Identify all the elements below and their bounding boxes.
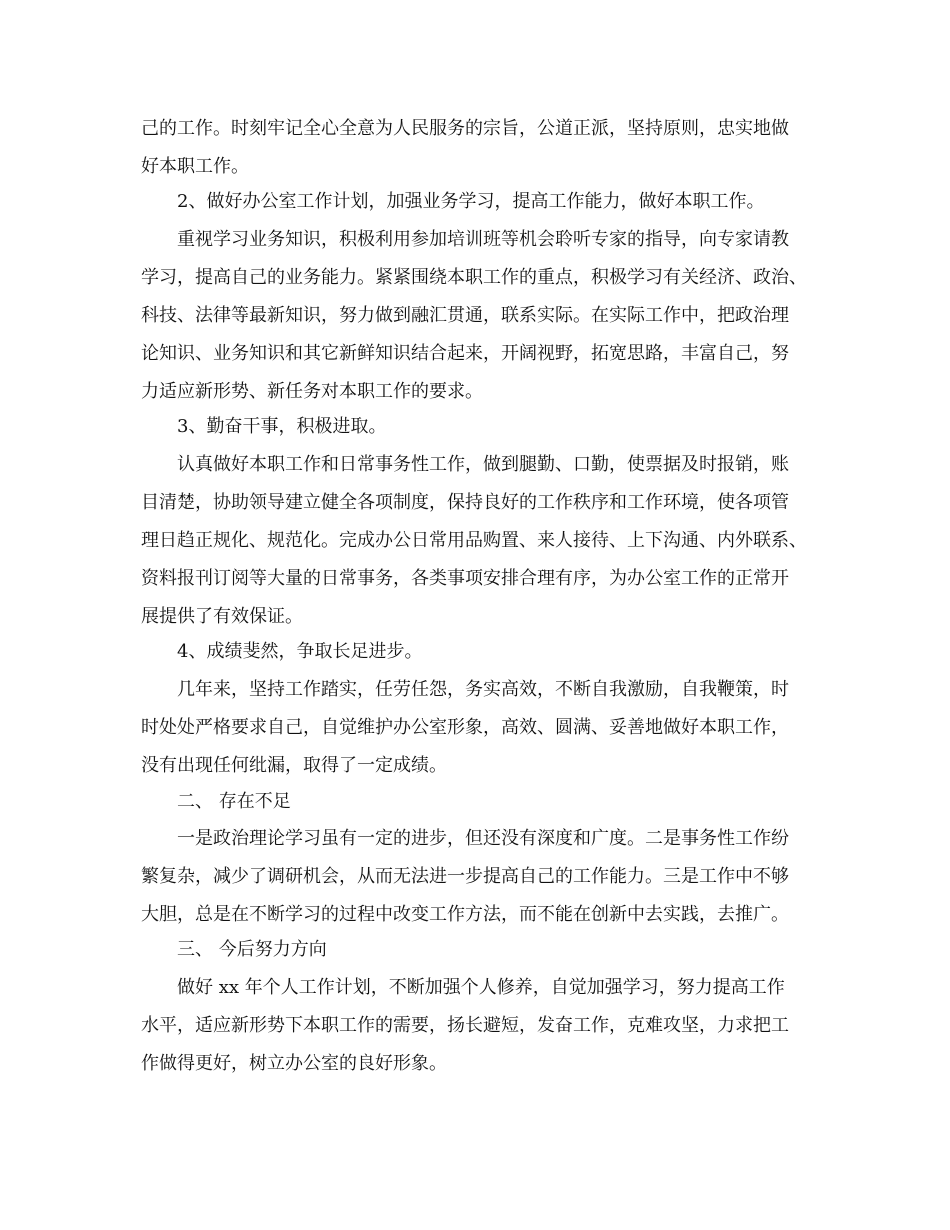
section-heading: 4、成绩斐然，争取长足进步。 xyxy=(177,641,423,662)
text-line: 资料报刊订阅等大量的日常事务，各类事项安排合理有序，为办公室工作的正常开 xyxy=(141,568,789,589)
text-line: 学习，提高自己的业务能力。紧紧围绕本职工作的重点，积极学习有关经济、政治、 xyxy=(141,267,807,288)
text-line: 论知识、业务知识和其它新鲜知识结合起来，开阔视野，拓宽思路，丰富自己，努 xyxy=(141,343,789,364)
text-line: 展提供了有效保证。 xyxy=(141,606,303,627)
text-line: 做好 xx 年个人工作计划，不断加强个人修养，自觉加强学习，努力提高工作 xyxy=(177,977,785,998)
text-line: 认真做好本职工作和日常事务性工作，做到腿勤、口勤，使票据及时报销，账 xyxy=(177,454,789,475)
text-line: 几年来，坚持工作踏实，任劳任怨，务实高效，不断自我激励，自我鞭策，时 xyxy=(177,679,789,700)
text-line: 一是政治理论学习虽有一定的进步，但还没有深度和广度。二是事务性工作纷 xyxy=(177,828,789,849)
section-heading: 2、做好办公室工作计划，加强业务学习，提高工作能力，做好本职工作。 xyxy=(177,191,765,212)
text-line: 科技、法律等最新知识，努力做到融汇贯通，联系实际。在实际工作中，把政治理 xyxy=(141,305,789,326)
text-line: 没有出现任何纰漏，取得了一定成绩。 xyxy=(141,755,447,776)
text-line: 目清楚，协助领导建立健全各项制度，保持良好的工作秩序和工作环境，使各项管 xyxy=(141,492,789,513)
text-line: 力适应新形势、新任务对本职工作的要求。 xyxy=(141,381,483,402)
text-line: 时处处严格要求自己，自觉维护办公室形象，高效、圆满、妥善地做好本职工作， xyxy=(141,717,789,738)
text-line: 繁复杂，减少了调研机会，从而无法进一步提高自己的工作能力。三是工作中不够 xyxy=(141,866,789,887)
text-line: 好本职工作。 xyxy=(141,156,249,177)
text-line: 水平，适应新形势下本职工作的需要，扬长避短，发奋工作，克难攻坚，力求把工 xyxy=(141,1015,789,1036)
text-line: 作做得更好，树立办公室的良好形象。 xyxy=(141,1053,447,1074)
section-heading: 二、 存在不足 xyxy=(177,791,291,812)
text-line: 重视学习业务知识，积极利用参加培训班等机会聆听专家的指导，向专家请教 xyxy=(177,229,789,250)
text-line: 己的工作。时刻牢记全心全意为人民服务的宗旨，公道正派，坚持原则，忠实地做 xyxy=(141,118,789,139)
section-heading: 3、勤奋干事，积极进取。 xyxy=(177,416,387,437)
text-line: 理日趋正规化、规范化。完成办公日常用品购置、来人接待、上下沟通、内外联系、 xyxy=(141,530,807,551)
section-heading: 三、 今后努力方向 xyxy=(177,939,327,960)
text-line: 大胆，总是在不断学习的过程中改变工作方法，而不能在创新中去实践，去推广。 xyxy=(141,904,789,925)
